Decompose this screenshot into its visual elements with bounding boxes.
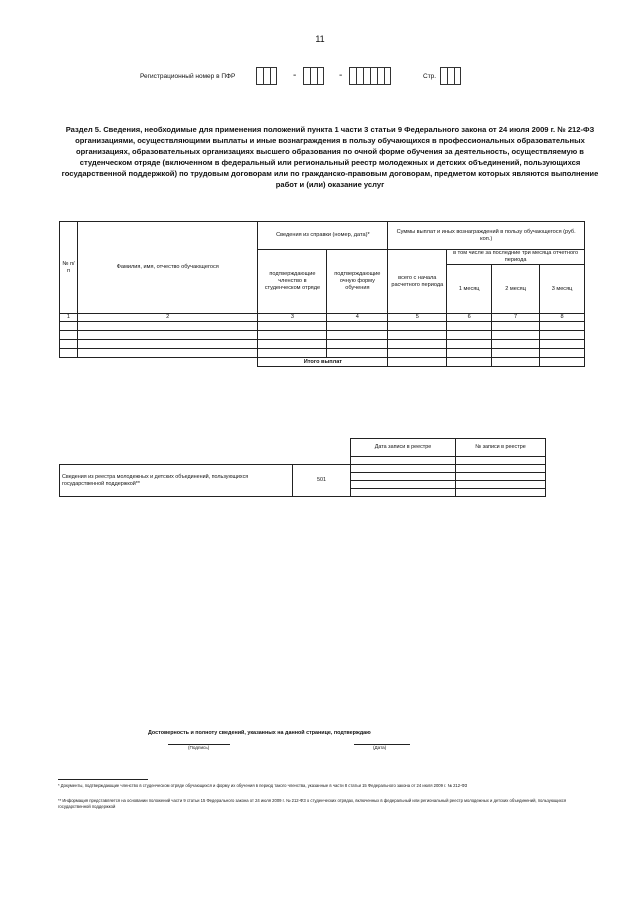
col-cert-header: Сведения из справки (номер, дата)* [258, 222, 388, 250]
page-label: Стр. [423, 73, 437, 80]
confirmation-text: Достоверность и полноту сведений, указанных на данной странице, подтверждаю [148, 730, 371, 736]
col-name-header: Фамилия, имя, отчество обучающегося [77, 222, 257, 314]
registry-label: Сведения из реестра молодежных и детских объединений, пользующихся государственной поддержкой** [60, 465, 293, 497]
col-cert-member-header: подтверждающие членство в студенческом отряде [258, 250, 327, 314]
table-row[interactable] [60, 322, 585, 331]
total-row [60, 358, 585, 367]
table-row[interactable] [60, 349, 585, 358]
footnote-2: ** Информация представляется на основании положений части 9 статьи 15 Федерального закона от 24 июля 2009 г. № 212-ФЗ о студенческих отрядах, включенных в федеральный или региональный реестр молодежных и детских объединений, пользующихся государственной поддержкой [58, 798, 567, 809]
signature-caption: (Подпись) [188, 745, 210, 750]
column-number: 3 [258, 314, 327, 322]
col-m3-header: 3 месяц [540, 265, 585, 314]
table-row[interactable] [60, 340, 585, 349]
page-number: 11 [315, 34, 325, 44]
col-cert-study-header: подтверждающие очную форму обучения [327, 250, 388, 314]
reg-number-cells-1[interactable] [256, 67, 277, 85]
footnote-1: * Документы, подтверждающие членство в студенческом отряде обучающихся и форму их обучения в период такого членства, указанные в части 8 статьи 15 Федерального закона от 24 июля 2009 г. № 212-ФЗ [58, 783, 468, 788]
footnote-rule [58, 779, 148, 780]
section-title: Раздел 5. Сведения, необходимые для применения положений пункта 1 части 3 статьи 9 Федерального закона от 24 июля 2009 г. № 212-ФЗ организациями, осуществляющими выплаты и иные вознаграждения в пользу обучающихся в профессиональных образовательных организациях, образовательных организациях высшего образования по очной форме обучения за деятельность, осуществляемую в студенческом отряде (включенном в федеральный или региональный реестр молодежных и детских объединений, пользующихся государственной поддержкой) по трудовым договорам или по гражданско-правовым договорам, предметом которых являются выполнение работ и (или) оказание услуг [61, 125, 599, 189]
column-number: 8 [540, 314, 585, 322]
column-number: 7 [492, 314, 540, 322]
registry-date-header: Дата записи в реестре [351, 439, 456, 457]
dash-1: - [293, 70, 297, 81]
registry-number-header: № записи в реестре [456, 439, 546, 457]
total-label: Итого выплат [258, 358, 388, 367]
col-num-header: № п/п [60, 222, 78, 314]
column-numbers-row [60, 314, 585, 322]
date-caption: (Дата) [373, 745, 387, 750]
column-number: 1 [60, 314, 78, 322]
col-last3-header: в том числе за последние три месяца отчетного периода [447, 250, 585, 265]
reg-number-cells-2[interactable] [303, 67, 324, 85]
column-number: 5 [388, 314, 447, 322]
table-row[interactable] [60, 331, 585, 340]
reg-number-cells-3[interactable] [349, 67, 391, 85]
registry-table [59, 438, 546, 497]
column-number: 6 [447, 314, 492, 322]
col-total-header: всего с начала расчетного периода [388, 250, 447, 314]
dash-2: - [339, 70, 343, 81]
reg-number-label: Регистрационный номер в ПФР [140, 73, 236, 80]
col-sums-header: Суммы выплат и иных вознаграждений в пользу обучающегося (руб. коп.) [388, 222, 585, 250]
col-m1-header: 1 месяц [447, 265, 492, 314]
column-number: 4 [327, 314, 388, 322]
students-table [59, 221, 585, 367]
col-m2-header: 2 месяц [492, 265, 540, 314]
page-cells[interactable] [440, 67, 461, 85]
column-number: 2 [77, 314, 257, 322]
registry-code: 501 [293, 465, 351, 497]
